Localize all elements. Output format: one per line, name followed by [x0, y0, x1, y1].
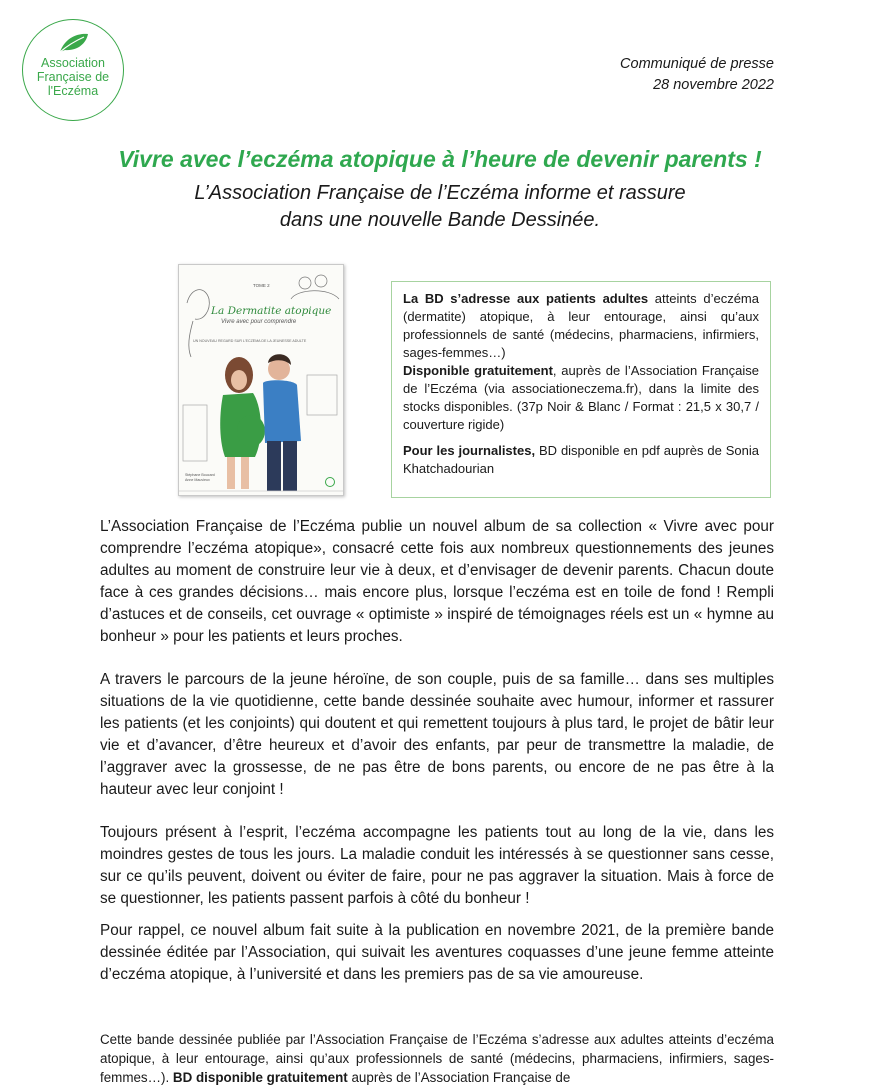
headline-subtitle [0, 180, 880, 234]
cover-author: Anne Mauvieux [185, 478, 210, 482]
logo-text [23, 56, 123, 98]
paragraph-text: L’Association Française de l’Eczéma publie un nouvel album de sa collection « Vivre avec pour comprendre l’eczéma atopique», consacré cette fois aux nombreux questionnements des jeunes adultes au moment de construire leur vie à deux, et d’envisager de devenir parents. Chacun doute face à ces grandes décisions… mais encore plus, lorsque l’eczéma est en toile de fond ! Rempli d’astuces et de conseils, cet ouvrage « optimiste » inspiré de témoignages réels est un « hymne au bonheur » pour les patients et leurs proches. [100, 518, 774, 645]
subtitle-line: dans une nouvelle Bande Dessinée. [279, 209, 601, 231]
logo-line: l'Eczéma [47, 84, 99, 98]
cover-author: Stéphane Boucard [185, 473, 215, 477]
association-logo [22, 19, 124, 121]
paragraph-bold: BD disponible gratuitement [172, 1070, 348, 1085]
cover-illustration [179, 265, 343, 495]
info-availability-text: , auprès de l’Association Française de l’Eczéma (via associationeczema.fr), dans la limite des stocks disponibles. (37p Noir & Blanc / Format : 21,5 x 30,7 / couverture rigide) [403, 363, 759, 432]
paragraph-text: Toujours présent à l’esprit, l’eczéma accompagne les patients tout au long de la vie, dans les moindres gestes de tous les jours. La maladie conduit les intéressés à se questionner sans cesse, sur ce qu’ils peuvent, doivent ou éviter de faire, pour ne pas aggraver la situation. Mais à force de se questionner, les patients passent parfois à côté du bonheur ! [100, 824, 774, 907]
cover-authors [185, 473, 215, 483]
comic-book-cover [178, 264, 344, 496]
body-paragraph-1 [100, 516, 774, 648]
info-journalists-text: BD disponible en pdf auprès de Sonia Khatchadourian [403, 443, 759, 476]
subtitle-line: L’Association Française de l’Eczéma informe et rassure [194, 182, 686, 204]
headline-title: Vivre avec l’eczéma atopique à l’heure de devenir parents ! [118, 146, 762, 172]
press-release-date: 28 novembre 2022 [653, 77, 774, 93]
cover-tagline: Vivre avec pour comprendre [221, 319, 297, 325]
body-paragraph-3 [100, 822, 774, 910]
info-availability-bold: Disponible gratuitement [403, 363, 553, 378]
info-journalists-bold: Pour les journalistes, [403, 443, 536, 458]
body-paragraph-2 [100, 669, 774, 801]
info-audience-text: atteints d’eczéma (dermatite) atopique, à leur entourage, ainsi qu’aux professionnels de santé (médecins, pharmaciens, infirmiers, sages-femmes…) [403, 291, 759, 360]
cover-tome: TOME 2 [253, 283, 270, 288]
info-audience [403, 290, 759, 362]
info-box [391, 281, 771, 498]
info-availability [403, 362, 759, 434]
body-paragraph-4 [100, 920, 774, 986]
info-audience-bold: La BD s’adresse aux patients adultes [403, 291, 649, 306]
paragraph-text: Cette bande dessinée publiée par l’Association Française de l’Eczéma s’adresse aux adultes atteints d’eczéma atopique, à leur entourage, ainsi qu’aux professionnels de santé (médecins, pharmaciens, infirmiers, sages-femmes…). [100, 1032, 774, 1085]
paragraph-text: Pour rappel, ce nouvel album fait suite à la publication en novembre 2021, de la première bande dessinée éditée par l’Association, qui suivait les aventures coquasses d’une jeune femme atteinte d’eczéma atopique, à l’université et dans les premiers pas de sa vie amoureuse. [100, 922, 774, 983]
cover-title: La Dermatite atopique [211, 305, 332, 317]
logo-line: Française de [36, 70, 110, 84]
publisher-leaf-icon [325, 477, 335, 487]
leaf-icon [57, 30, 91, 56]
press-release-header [620, 54, 774, 96]
press-release-label: Communiqué de presse [620, 56, 774, 72]
body-paragraph-5 [100, 1030, 774, 1087]
info-journalists [403, 442, 759, 478]
paragraph-text: A travers le parcours de la jeune héroïne, de son couple, puis de sa famille… dans ses multiples situations de la vie quotidienne, cette bande dessinée souhaite avec humour, informer et rassurer les patients (et les conjoints) qui doutent et qui remettent toujours à plus tard, le projet de bâtir leur vie et d’avancer, d’être heureux et d’avoir des enfants, par peur de transmettre la maladie, de l’aggraver avec la grossesse, de ne pas être de bons parents, ou encore de ne pas être à la hauteur avec leur conjoint ! [100, 671, 774, 798]
paragraph-text: auprès de l’Association Française de [347, 1070, 571, 1085]
logo-line: Association [41, 56, 105, 70]
cover-band: UN NOUVEAU REGARD SUR L'ECZÉMA DE LA JEUNESSE ADULTE [193, 339, 307, 343]
